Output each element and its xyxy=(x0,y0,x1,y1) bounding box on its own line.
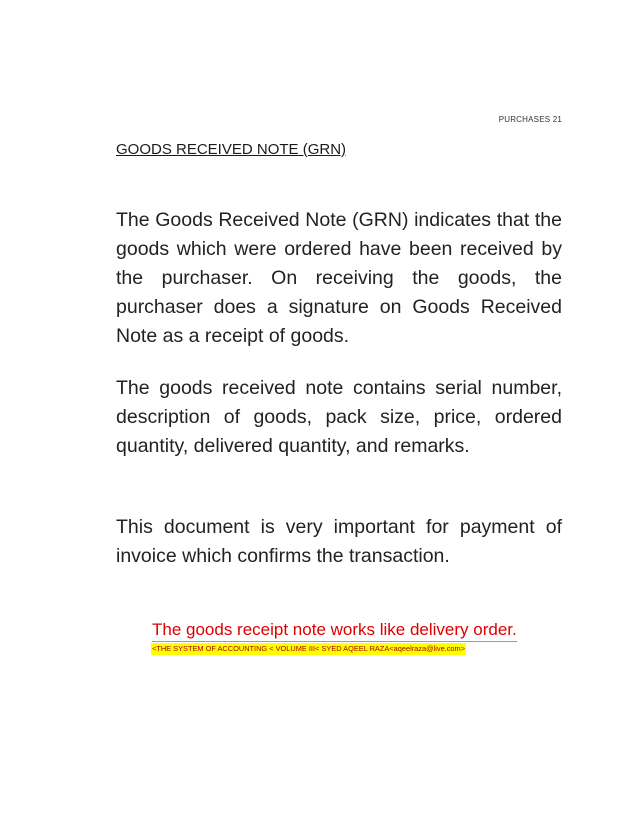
page-header-label: PURCHASES 21 xyxy=(498,115,562,124)
paragraph-definition: The Goods Received Note (GRN) indicates that the goods which were ordered have been received by the purchaser. On receiving the goods, the purchaser does a signature on Goods Received Note as a receipt of goods. xyxy=(116,209,562,347)
paragraph-contents: The goods received note contains serial number, description of goods, pack size, price, ordered quantity, delivered quantity, and remarks. xyxy=(116,377,562,457)
footer-note: The goods receipt note works like delivery order. xyxy=(152,620,517,642)
paragraph-importance: This document is very important for payment of invoice which confirms the transaction. xyxy=(116,516,562,567)
section-heading: GOODS RECEIVED NOTE (GRN) xyxy=(116,141,347,158)
footer-source-citation: <THE SYSTEM OF ACCOUNTING < VOLUME III< SYED AQEEL RAZA<aqeelraza@live.com> xyxy=(152,644,466,653)
